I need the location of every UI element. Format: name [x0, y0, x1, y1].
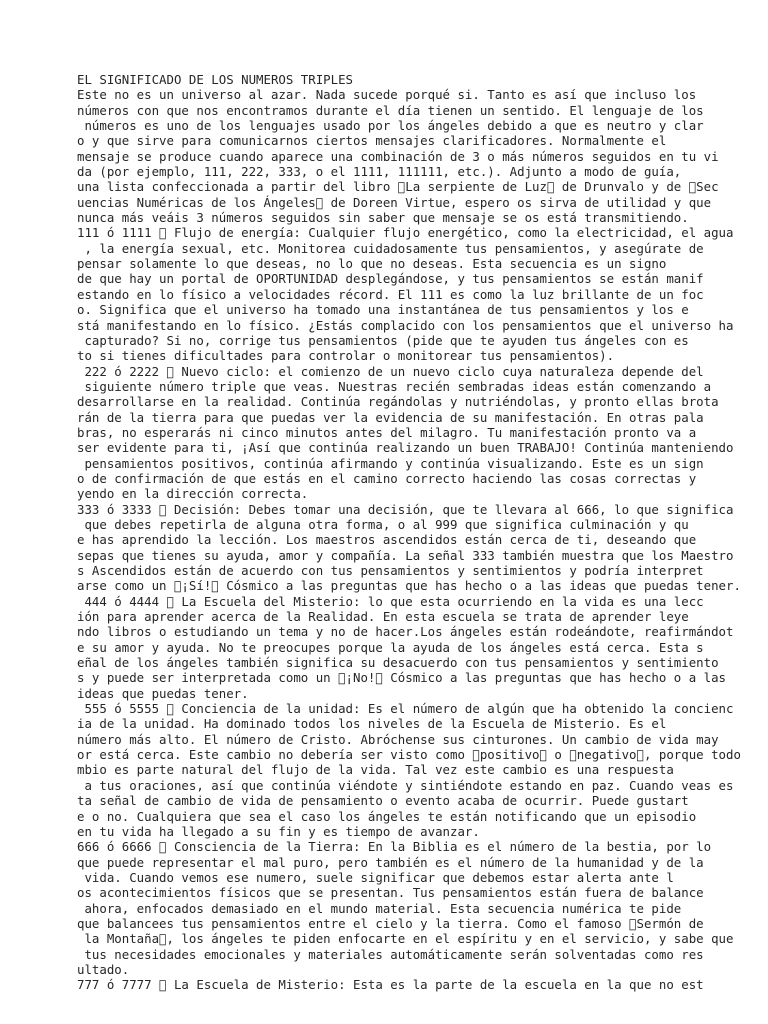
- text-line: siguiente número triple que veas. Nuestras recién sembradas ideas están comenzando a: [77, 378, 712, 394]
- text-line: ideas que puedas tener.: [77, 685, 249, 701]
- text-line: stá manifestando en lo físico. ¿Estás complacido con los pensamientos que el universo ha: [77, 317, 734, 333]
- text-line: 444 ó 4444 La Escuela del Misterio: lo que esta ocurriendo en la vida es una lecc: [77, 593, 704, 609]
- text-line: mensaje se produce cuando aparece una combinación de 3 o más números seguidos en tu vi: [77, 148, 719, 164]
- text-line: desarrollarse en la realidad. Continúa regándolas y nutriéndolas, y pronto ellas brota: [77, 394, 719, 410]
- text-line: ión para aprender acerca de la Realidad. En esta escuela se trata de aprender leye: [77, 609, 689, 625]
- text-line: e su amor y ayuda. No te preocupes porque la ayuda de los ángeles está cerca. Esta s: [77, 639, 704, 655]
- text-line: 222 ó 2222 Nuevo ciclo: el comienzo de un nuevo ciclo cuya naturaleza depende del: [77, 363, 704, 379]
- document-text: [77, 72, 767, 993]
- text-line: una lista confeccionada a partir del libro La serpiente de Luz de Drunvalo y de Sec: [77, 179, 719, 195]
- text-line: s y puede ser interpretada como un ¡No! Cósmico a las preguntas que has hecho o a las: [77, 670, 727, 686]
- text-line: capturado? Si no, corrige tus pensamientos (pide que te ayuden tus ángeles con es: [77, 332, 689, 348]
- text-line: da (por ejemplo, 111, 222, 333, o el 1111, 111111, etc.). Adjunto a modo de guía,: [77, 164, 682, 180]
- text-line: e has aprendido la lección. Los maestros ascendidos están cerca de ti, deseando que: [77, 532, 697, 548]
- text-line: ndo libros o estudiando un tema y no de hacer.Los ángeles están rodeándote, reafirmándot: [77, 624, 734, 640]
- text-line: e o no. Cualquiera que sea el caso los ángeles te están notificando que un episodio: [77, 808, 697, 824]
- text-line: yendo en la dirección correcta.: [77, 486, 309, 502]
- text-line: en tu vida ha llegado a su fin y es tiempo de avanzar.: [77, 823, 480, 839]
- text-line: sepas que tienes su ayuda, amor y compañía. La señal 333 también muestra que los Maestro: [77, 547, 734, 563]
- text-line: arse como un ¡Sí! Cósmico a las preguntas que has hecho o a las ideas que puedas tener.: [77, 578, 741, 594]
- text-line: número más alto. El número de Cristo. Abróchense sus cinturones. Un cambio de vida may: [77, 731, 719, 747]
- text-line: ultado.: [77, 961, 130, 977]
- text-line: 555 ó 5555 Conciencia de la unidad: Es el número de algún que ha obtenido la concienc: [77, 701, 734, 717]
- text-line: la Montaña , los ángeles te piden enfocarte en el espíritu y en el servicio, y sabe que: [77, 931, 734, 947]
- text-line: que balancees tus pensamientos entre el cielo y la tierra. Como el famoso Sermón de: [77, 915, 704, 931]
- text-line: a tus oraciones, así que continúa viéndote y sintiéndote estando en paz. Cuando veas es: [77, 777, 734, 793]
- text-line: números con que nos encontramos durante el día tienen un sentido. El lenguaje de los: [77, 102, 704, 118]
- text-line: , la energía sexual, etc. Monitorea cuidadosamente tus pensamientos, y asegúrate de: [77, 240, 704, 256]
- text-line: que puede representar el mal puro, pero también es el número de la humanidad y de la: [77, 854, 704, 870]
- text-line: 333 ó 3333 Decisión: Debes tomar una decisión, que te llevara al 666, lo que significa: [77, 501, 734, 517]
- text-line: o de confirmación de que estás en el camino correcto haciendo las cosas correctas y: [77, 470, 697, 486]
- text-line: 777 ó 7777 La Escuela de Misterio: Esta es la parte de la escuela en la que no est: [77, 977, 704, 993]
- text-line: vida. Cuando vemos ese numero, suele significar que debemos estar alerta ante l: [77, 869, 674, 885]
- text-line: estando en lo físico a velocidades récord. El 111 es como la luz brillante de un foc: [77, 286, 704, 302]
- text-line: tus necesidades emocionales y materiales automáticamente serán solventadas como res: [77, 946, 704, 962]
- text-line: s Ascendidos están de acuerdo con tus pensamientos y sentimientos y podría interpret: [77, 563, 704, 578]
- text-line: mbio es parte natural del flujo de la vida. Tal vez este cambio es una respuesta: [77, 762, 674, 778]
- text-line: pensamientos positivos, continúa afirmando y continúa visualizando. Este es un sign: [77, 455, 704, 471]
- text-line: de que hay un portal de OPORTUNIDAD desplegándose, y tus pensamientos se están manif: [77, 271, 704, 287]
- text-line: eñal de los ángeles también significa su desacuerdo con tus pensamientos y sentimiento: [77, 655, 719, 671]
- text-line: rán de la tierra para que puedas ver la evidencia de su manifestación. En otras pala: [77, 409, 704, 425]
- text-line: que debes repetirla de alguna otra forma, o al 999 que significa culminación y qu: [77, 516, 689, 532]
- text-line: ta señal de cambio de vida de pensamiento o evento acaba de ocurrir. Puede gustart: [77, 793, 689, 809]
- text-line: bras, no esperarás ni cinco minutos antes del milagro. Tu manifestación pronto va a: [77, 424, 697, 440]
- text-line: ia de la unidad. Ha dominado todos los niveles de la Escuela de Misterio. Es el: [77, 716, 667, 732]
- document-title: EL SIGNIFICADO DE LOS NUMEROS TRIPLES: [77, 72, 354, 87]
- text-line: 666 ó 6666 Consciencia de la Tierra: En la Biblia es el número de la bestia, por lo: [77, 839, 712, 855]
- text-line: Este no es un universo al azar. Nada sucede porqué si. Tanto es así que incluso los: [77, 87, 697, 103]
- text-line: or está cerca. Este cambio no debería ser visto como positivo o negativo , porque todo: [77, 747, 741, 763]
- text-line: to si tienes dificultades para controlar o monitorear tus pensamientos).: [77, 348, 615, 364]
- text-line: 111 ó 1111 Flujo de energía: Cualquier flujo energético, como la electricidad, el agua: [77, 225, 734, 241]
- text-line: uencias Numéricas de los Ángeles de Doreen Virtue, espero os sirva de utilidad y que: [77, 194, 712, 210]
- text-line: os acontecimientos físicos que se presentan. Tus pensamientos están fuera de balance: [77, 885, 704, 901]
- text-line: o. Significa que el universo ha tomado una instantánea de tus pensamientos y los e: [77, 302, 689, 318]
- text-line: o y que sirve para comunicarnos ciertos mensajes clarificadores. Normalmente el: [77, 133, 667, 149]
- text-line: pensar solamente lo que deseas, no lo que no deseas. Esta secuencia es un signo: [77, 256, 667, 272]
- text-line: números es uno de los lenguajes usado por los ángeles debido a que es neutro y clar: [77, 118, 704, 134]
- text-line: ser evidente para ti, ¡Así que continúa realizando un buen TRABAJO! Continúa manteniendo: [77, 440, 734, 456]
- text-line: ahora, enfocados demasiado en el mundo material. Esta secuencia numérica te pide: [77, 900, 682, 916]
- text-line: nunca más veáis 3 números seguidos sin saber que mensaje se os está transmitiendo.: [77, 210, 689, 226]
